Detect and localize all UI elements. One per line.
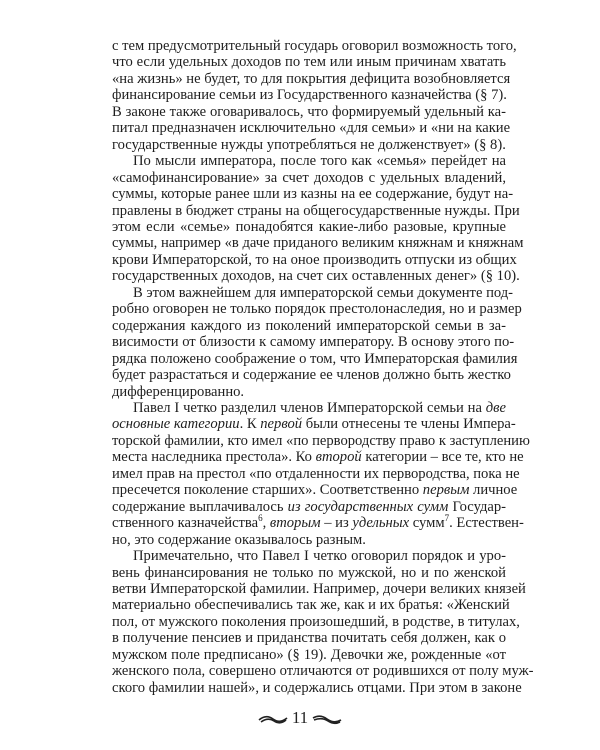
text-line (112, 630, 506, 646)
italic-text: вторым (269, 515, 321, 532)
swash-ornament-left-icon (258, 713, 288, 725)
text-line (112, 318, 506, 334)
text-line (112, 251, 517, 268)
text-segment: пресечется поколение старших». Соответственно (112, 482, 423, 499)
text-line (112, 235, 524, 252)
italic-text: второй (315, 449, 362, 466)
text-line (112, 416, 516, 433)
text-segment: будет разрастаться и содержание ее членов должно быть жестко (112, 367, 511, 384)
text-segment: . Естествен- (449, 515, 524, 532)
text-segment: Павел I четко разделил членов Императорской семьи на (133, 399, 486, 416)
text-segment: «самофинансирование» за счет доходов с удельных владений, (112, 169, 506, 186)
page-footer (0, 708, 600, 728)
text-line (112, 613, 520, 630)
text-segment: в получение пенсиев и приданства почитать себя должен, как о (112, 630, 506, 647)
text-line (112, 104, 506, 120)
italic-text: две (485, 399, 506, 416)
text-segment: питал предназначен исключительно «для семьи» и «ни на какие (112, 120, 511, 137)
text-segment: государственных доходов, на счет сих оставленных денег» (§ 10). (112, 268, 520, 285)
text-line (112, 137, 506, 153)
text-segment: робно оговорен не только порядок престолонаследия, но и размер (112, 301, 522, 318)
text-segment: ственного казначейства (112, 515, 259, 532)
text-line (112, 70, 511, 87)
text-segment: но, это содержание оказывалось разным. (112, 531, 366, 548)
text-segment: содержание выплачивалось (112, 498, 288, 515)
text-segment: «на жизнь» не будет, то для покрытия дефицита возобновляется (112, 70, 511, 87)
text-line (112, 465, 520, 482)
italic-text: первым (422, 482, 470, 499)
text-line (112, 186, 514, 203)
text-line (112, 350, 518, 367)
text-segment: В этом важнейшем для императорской семьи документе под- (133, 284, 514, 301)
text-segment: личное (469, 482, 518, 499)
text-line (112, 565, 506, 581)
page-body (112, 38, 534, 696)
text-line (112, 170, 506, 186)
text-line (112, 513, 524, 532)
text-line (112, 120, 511, 137)
footnote-ref: 6 (258, 513, 263, 524)
text-segment: мужском поле предписано» (§ 19). Девочки же, рожденные «от (112, 646, 506, 663)
text-line (112, 449, 524, 466)
text-line (112, 268, 520, 285)
text-segment: государственные нужды употребляться не долженствует» (§ 8). (112, 136, 506, 153)
text-segment: суммы, например «в даче приданого великим княжнам и княжнам (112, 235, 524, 252)
page-number: 11 (291, 708, 309, 727)
text-line (112, 663, 534, 680)
text-segment: финансирование семьи из Государственного казначейства (§ 7). (112, 87, 507, 104)
text-line (112, 679, 522, 696)
text-line (112, 54, 506, 70)
text-segment: По мысли императора, после того как «семья» перейдет на (133, 153, 506, 170)
text-segment: . К (239, 416, 261, 433)
text-line (112, 532, 506, 548)
text-segment: правлены в бюджет страны на общегосударственные нужды. При (112, 202, 520, 219)
text-line (112, 647, 506, 663)
text-segment: ветви Императорской фамилии. Например, дочери великих князей (112, 580, 526, 597)
text-segment: Государ- (448, 498, 507, 515)
text-segment: висимости от близости к самому императору. В основу этого по- (112, 334, 515, 351)
text-line (112, 482, 518, 499)
text-segment: суммы, которые ранее шли из казны на ее содержание, будут на- (112, 186, 514, 203)
italic-text: удельных (352, 515, 410, 532)
text-line (112, 548, 506, 564)
text-line (112, 384, 506, 400)
text-segment: вень финансирования не только по мужской, но и по женской (112, 564, 506, 581)
text-line (112, 432, 530, 449)
text-segment: Примечательно, что Павел I четко оговорил порядок и уро- (133, 548, 506, 565)
text-segment: места наследника престола». Ко (112, 449, 316, 466)
text-segment: пол, от мужского поколения произошедший, в родстве, в титулах, (112, 613, 520, 630)
text-line (112, 400, 506, 416)
footnote-ref: 7 (444, 513, 450, 524)
text-segment: В законе также оговаривалось, что формируемый удельный ка- (112, 103, 506, 120)
text-line (112, 580, 526, 597)
text-segment: этом если «семье» понадобятся какие-либо разовые, крупные (112, 218, 506, 235)
text-line (112, 38, 517, 54)
text-line (112, 202, 520, 219)
text-segment: категории – все те, кто не (361, 449, 524, 466)
text-line (112, 87, 506, 103)
text-segment: дифференцированно. (112, 383, 245, 400)
text-segment: женского пола, совершено отличаются от родившихся от полу муж- (112, 663, 534, 680)
text-segment: сумм (409, 515, 445, 532)
text-line (112, 301, 522, 318)
text-line (112, 284, 514, 301)
italic-text: первой (260, 416, 303, 433)
text-segment: , (262, 515, 270, 532)
text-segment: торской фамилии, кто имел «по первородству право к заступлению (112, 432, 530, 449)
text-segment: рядка положено соображение о том, что Императорская фамилия (112, 350, 518, 367)
text-segment: содержания каждого из поколений императорской семьи в за- (112, 317, 506, 334)
text-line (112, 219, 506, 235)
text-segment: – из (320, 515, 353, 532)
text-line (112, 334, 515, 351)
text-segment: ского фамилии нашей», и содержались отцами. При этом в законе (112, 679, 522, 696)
swash-ornament-right-icon (312, 713, 342, 725)
text-segment: крови Императорской, то на оное производить отпуски из общих (112, 251, 517, 268)
text-line (112, 597, 510, 614)
text-line (112, 153, 506, 169)
text-segment: были отнесены те члены Импера- (302, 416, 516, 433)
text-line (112, 367, 511, 384)
text-segment: с тем предусмотрительный государь оговорил возможность того, (112, 38, 517, 54)
italic-text: основные категории (112, 416, 240, 433)
text-segment: имел прав на престол «по отдаленности их первородства, пока не (112, 465, 520, 482)
text-segment: материально обеспечивались так же, как и их братья: «Женский (112, 597, 510, 614)
text-segment: что если удельных доходов по тем или иным причинам хватать (112, 54, 506, 71)
italic-text: из государственных сумм (287, 498, 449, 515)
